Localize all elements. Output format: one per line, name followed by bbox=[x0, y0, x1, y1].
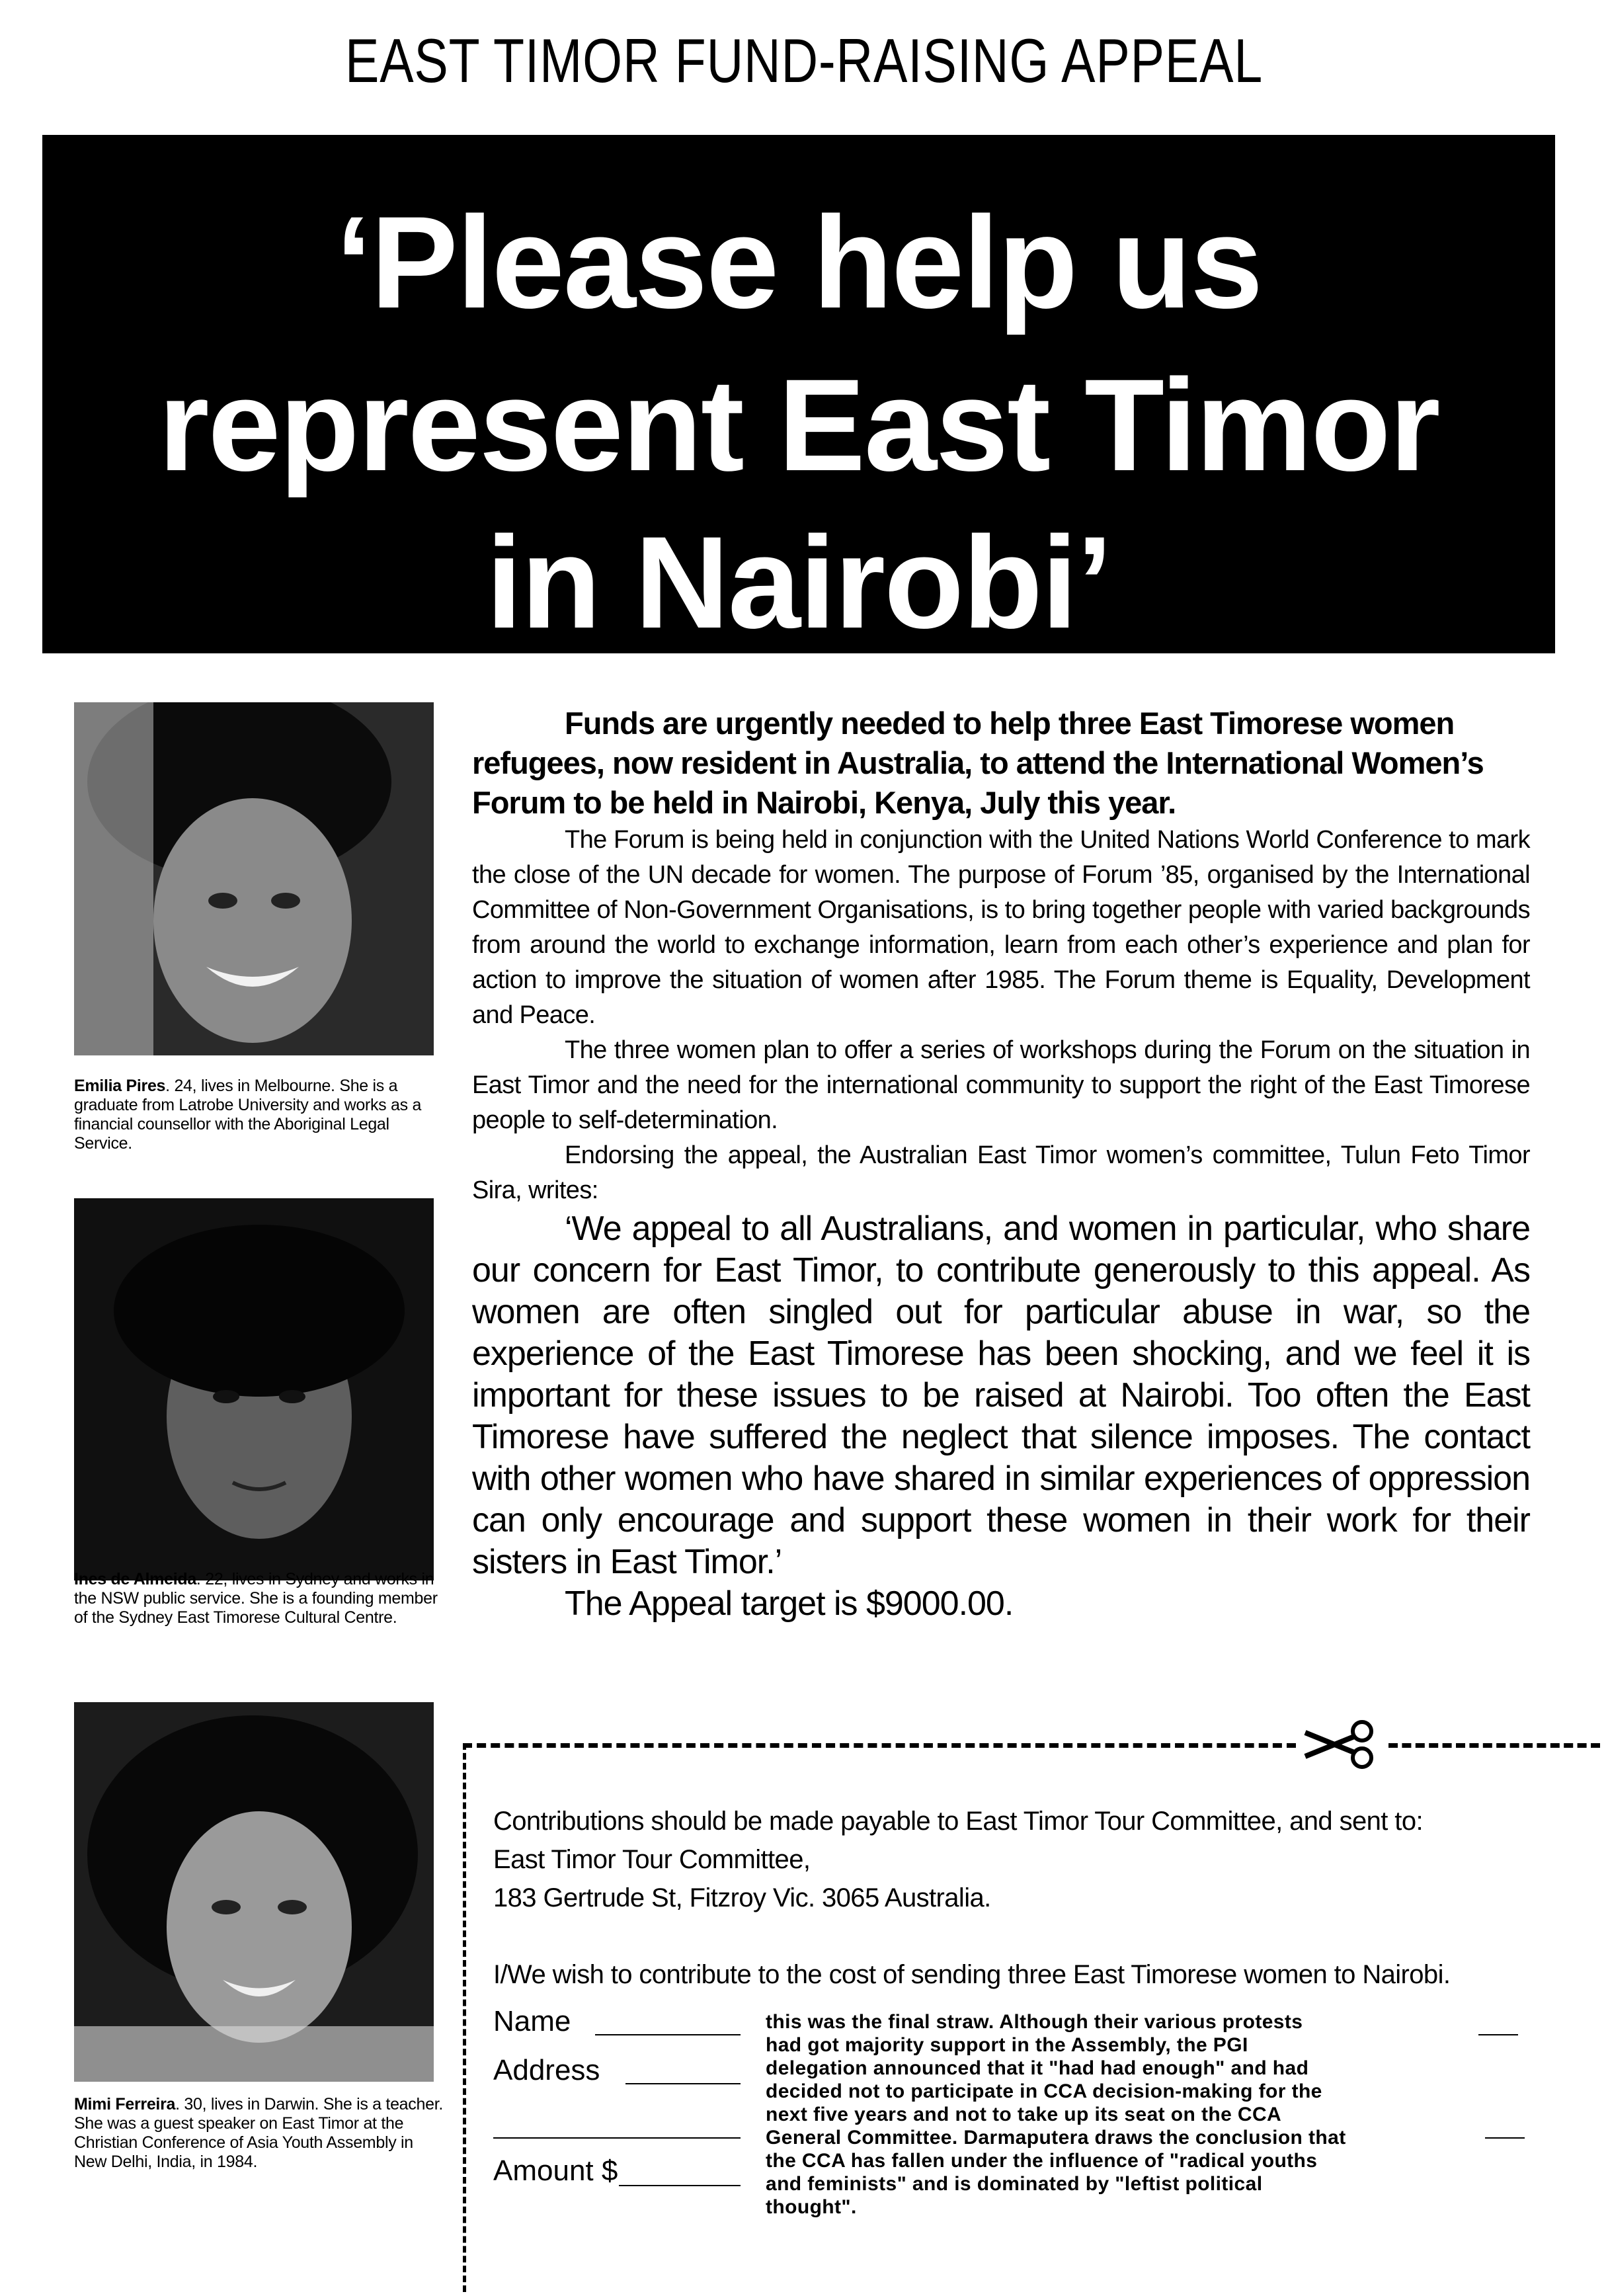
address-field-line-2[interactable] bbox=[493, 2137, 741, 2139]
overprint-line: had got majority support in the Assembly, the PGI bbox=[766, 2034, 1248, 2056]
scissors-icon bbox=[1301, 1718, 1381, 1771]
coupon-cut-line bbox=[463, 1743, 1296, 1748]
coupon-wish: I/We wish to contribute to the cost of sending three East Timorese women to Nairobi. bbox=[493, 1960, 1451, 1989]
photo-ines-de-almeida bbox=[74, 1198, 434, 1580]
name-label: Name bbox=[493, 2005, 571, 2037]
caption-name: Ines de Almeida bbox=[74, 1570, 196, 1588]
photo-emilia-pires bbox=[74, 702, 434, 1055]
coupon-address: 183 Gertrude St, Fitzroy Vic. 3065 Australia. bbox=[493, 1883, 991, 1912]
caption-text: . 24, lives in Melbourne. She is a graduate from Latrobe University and works as a financial counsellor with the Aboriginal Legal Service. bbox=[74, 1077, 422, 1153]
article-quote: ‘We appeal to all Australians, and women in particular, who share our concern for East Timor, to contribute generously to this appeal. As women are often singled out for particular abuse in war, so the experience of the East Timorese has been shocking, and we feel it is important for these issues to be raised at Nairobi. Too often the East Timorese have suffered the neglect that silence imposes. The contact with other women who have shared in similar experiences of oppression can only encourage and support these women in their work for their sisters in East Timor.’ bbox=[472, 1210, 1530, 1581]
amount-label: Amount $ bbox=[493, 2154, 618, 2187]
overprint-line: General Committee. Darmaputera draws the conclusion that bbox=[766, 2127, 1346, 2149]
name-field-end[interactable] bbox=[1478, 2034, 1518, 2035]
overprint-line: this was the final straw. Although their various protests bbox=[766, 2011, 1303, 2033]
overprint-line: decided not to participate in CCA decision-making for the bbox=[766, 2080, 1322, 2102]
overprint-line: next five years and not to take up its seat on the CCA bbox=[766, 2104, 1282, 2125]
coupon-cut-line-left bbox=[463, 1743, 466, 2292]
headline-line-1: ‘Please help us bbox=[335, 189, 1262, 335]
address-field[interactable] bbox=[625, 2083, 741, 2084]
photo-mimi-ferreira bbox=[74, 1702, 434, 2082]
overprint-line: thought". bbox=[766, 2196, 857, 2218]
coupon-org: East Timor Tour Committee, bbox=[493, 1845, 811, 1874]
article-lead: Funds are urgently needed to help three East Timorese women refugees, now resident in Australia, to attend the International Women’s Forum to be held in Nairobi, Kenya, July this year. bbox=[472, 706, 1484, 820]
overprint-line: the CCA has fallen under the influence of "radical youths bbox=[766, 2150, 1318, 2172]
overprint-line: and feminists" and is dominated by "leftist political bbox=[766, 2173, 1263, 2195]
caption-text: . 30, lives in Darwin. She is a teacher. She was a guest speaker on East Timor at the Christian Conference of Asia Youth Assembly in New Delhi, India, in 1984. bbox=[74, 2095, 443, 2171]
coupon-payable-text: Contributions should be made payable to East Timor Tour Committee, and sent to: bbox=[493, 1807, 1423, 1836]
caption-text: . 22, lives in Sydney and works in the NSW public service. She is a founding member of the Sydney East Timorese Cultural Centre. bbox=[74, 1570, 438, 1627]
headline-banner bbox=[42, 135, 1555, 653]
caption-ines-de-almeida bbox=[74, 1570, 444, 1627]
caption-mimi-ferreira bbox=[74, 2095, 444, 2172]
appeal-title: EAST TIMOR FUND-RAISING APPEAL bbox=[344, 26, 1264, 95]
amount-field[interactable] bbox=[619, 2185, 741, 2186]
article-paragraph-2: The three women plan to offer a series of workshops during the Forum on the situation in East Timor and the need for the international community to support the right of the East Timorese people to self-determination. bbox=[472, 1036, 1530, 1134]
caption-name: Emilia Pires bbox=[74, 1077, 166, 1095]
overprint-line: delegation announced that it "had had enough" and had bbox=[766, 2057, 1309, 2079]
article-paragraph-3: Endorsing the appeal, the Australian East Timor women’s committee, Tulun Feto Timor Sira, writes: bbox=[472, 1141, 1530, 1204]
headline-line-2: represent East Timor bbox=[158, 352, 1439, 498]
article-paragraph-1: The Forum is being held in conjunction with the United Nations World Conference to mark the close of the UN decade for women. The purpose of Forum ’85, organised by the International Committee of Non-Government Organisations, is to bring together people with varied backgrounds from around the world to exchange information, learn from each other’s experience and plan for action to improve the situation of women after 1985. The Forum theme is Equality, Development and Peace. bbox=[472, 826, 1530, 1029]
caption-emilia-pires bbox=[74, 1077, 444, 1153]
coupon-cut-line-right bbox=[1388, 1743, 1600, 1748]
address-label: Address bbox=[493, 2054, 600, 2086]
overprint-text-block bbox=[766, 2010, 1467, 2219]
appeal-target: The Appeal target is $9000.00. bbox=[565, 1584, 1014, 1623]
name-field[interactable] bbox=[595, 2034, 741, 2035]
article-body bbox=[472, 704, 1530, 1625]
address-field-line-2-end[interactable] bbox=[1485, 2137, 1525, 2139]
caption-name: Mimi Ferreira bbox=[74, 2095, 176, 2113]
headline-line-3: in Nairobi’ bbox=[485, 509, 1112, 655]
